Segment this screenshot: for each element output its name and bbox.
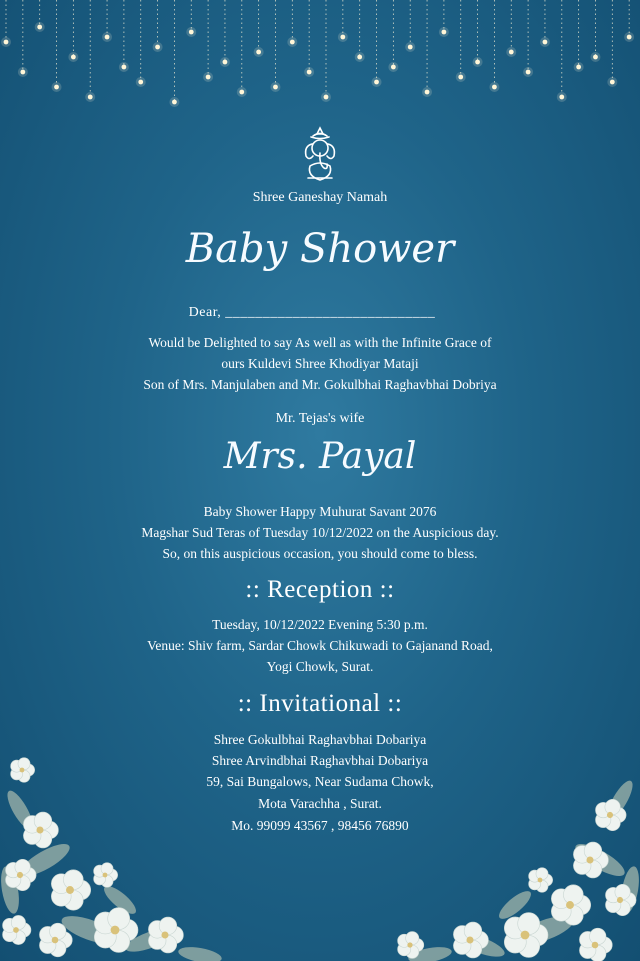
light-bulb: [441, 30, 446, 35]
reception-line-3: Yogi Chowk, Surat.: [266, 659, 374, 674]
reception-line-1: Tuesday, 10/12/2022 Evening 5:30 p.m.: [212, 617, 428, 632]
light-bulb: [374, 80, 379, 85]
light-bulb: [155, 45, 160, 50]
light-bulb: [121, 65, 126, 70]
card-title: Baby Shower: [185, 226, 455, 272]
light-bulb: [509, 50, 514, 55]
light-bulb: [88, 95, 93, 100]
flower: [94, 863, 118, 888]
reception-line-2: Venue: Shiv farm, Sardar Chowk Chikuwadi to Gajanand Road,: [147, 638, 493, 653]
light-bulb: [408, 45, 413, 50]
flower: [3, 915, 31, 944]
light-bulb: [256, 50, 261, 55]
light-bulb: [475, 60, 480, 65]
light-bulb: [4, 40, 9, 45]
light-bulb: [324, 95, 329, 100]
honoree-name: Mrs. Payal: [223, 436, 417, 477]
string-lights-decoration: [0, 0, 640, 110]
flower: [11, 758, 35, 783]
invocation-text: Shree Ganeshay Namah: [252, 190, 388, 205]
light-bulb: [543, 40, 548, 45]
light-bulb: [576, 65, 581, 70]
flower: [23, 812, 58, 848]
light-bulb: [223, 60, 228, 65]
light-bulb: [425, 90, 430, 95]
muhurat-line-2: Magshar Sud Teras of Tuesday 10/12/2022 on the Auspicious day.: [141, 525, 499, 540]
light-bulb: [189, 30, 194, 35]
light-bulb: [357, 55, 362, 60]
flower: [551, 885, 590, 925]
ganesha-icon: [300, 126, 340, 184]
invitational-line-1: Shree Gokulbhai Raghavbhai Dobariya: [213, 732, 427, 747]
light-bulb: [526, 70, 531, 75]
light-bulb: [307, 70, 312, 75]
invitational-heading: :: Invitational ::: [237, 690, 403, 717]
flower: [579, 928, 612, 961]
light-bulb: [71, 55, 76, 60]
invitational-line-3: 59, Sai Bungalows, Near Sudama Chowk,: [206, 774, 434, 789]
intro-line-3: Son of Mrs. Manjulaben and Mr. Gokulbhai Raghavbhai Dobriya: [143, 377, 497, 392]
greeting-line: Dear, ____________________________: [188, 305, 436, 320]
invitational-line-4: Mota Varachha , Surat.: [258, 796, 382, 811]
light-bulb: [610, 80, 615, 85]
light-bulb: [559, 95, 564, 100]
wife-of-text: Mr. Tejas's wife: [275, 411, 365, 426]
light-bulb: [206, 75, 211, 80]
light-bulb: [458, 75, 463, 80]
intro-line-2: ours Kuldevi Shree Khodiyar Mataji: [221, 356, 419, 371]
light-bulb: [492, 85, 497, 90]
light-bulb: [239, 90, 244, 95]
light-bulb: [627, 35, 632, 40]
invitational-line-2: Shree Arvindbhai Raghavbhai Dobariya: [211, 753, 429, 768]
light-bulb: [273, 85, 278, 90]
light-bulb: [593, 55, 598, 60]
flower: [504, 913, 548, 958]
flower: [51, 870, 90, 910]
reception-heading: :: Reception ::: [245, 576, 395, 603]
muhurat-line-1: Baby Shower Happy Muhurat Savant 2076: [203, 504, 437, 519]
light-bulb: [172, 100, 177, 105]
flower: [529, 868, 553, 893]
light-bulb: [20, 70, 25, 75]
flower: [573, 842, 608, 878]
muhurat-line-3: So, on this auspicious occasion, you should come to bless.: [162, 546, 478, 561]
light-bulb: [138, 80, 143, 85]
flower: [148, 917, 183, 953]
intro-line-1: Would be Delighted to say As well as with the Infinite Grace of: [148, 335, 492, 350]
flower-decoration: [0, 740, 640, 961]
leaf: [177, 944, 223, 961]
flower-bouquet-left: [0, 758, 223, 961]
invitational-line-5: Mo. 99099 43567 , 98456 76890: [231, 818, 409, 833]
light-bulb: [37, 25, 42, 30]
light-bulb: [54, 85, 59, 90]
light-bulb: [391, 65, 396, 70]
light-bulb: [290, 40, 295, 45]
light-bulb: [340, 35, 345, 40]
flower-bouquet-right: [398, 777, 640, 961]
light-bulb: [105, 35, 110, 40]
